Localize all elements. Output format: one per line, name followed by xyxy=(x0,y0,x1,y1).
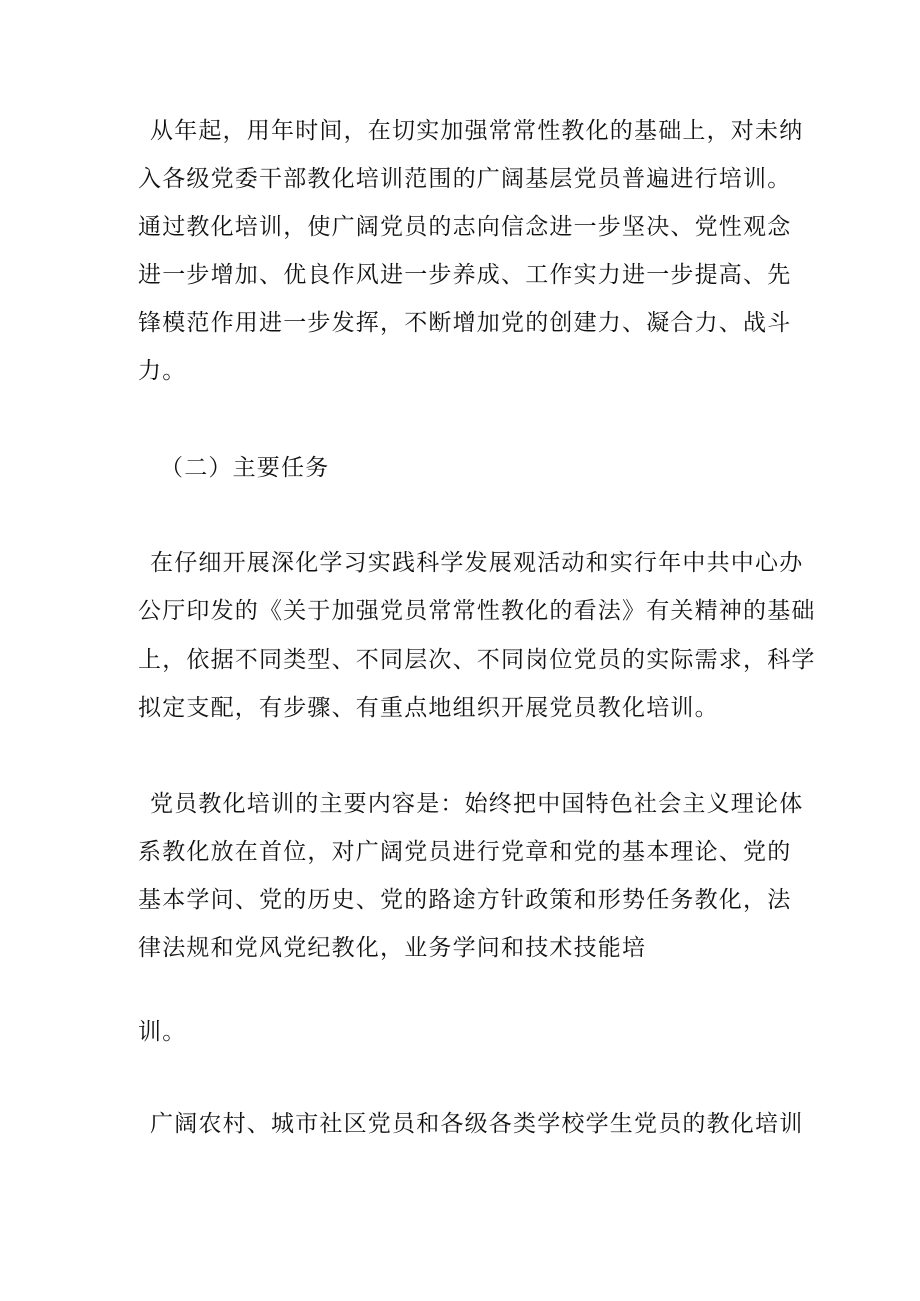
text-line: 基本学问、党的历史、党的路途方针政策和形势任务教化，法 xyxy=(138,887,792,913)
text-line: 拟定支配，有步骤、有重点地组织开展党员教化培训。 xyxy=(138,695,719,721)
text-line: 进一步增加、优良作风进一步养成、工作实力进一步提高、先 xyxy=(138,262,792,288)
text-line: 党员教化培训的主要内容是：始终把中国特色社会主义理论体 xyxy=(150,791,804,817)
text-line: 从年起，用年时间，在切实加强常常性教化的基础上，对未纳 xyxy=(150,118,804,144)
text-line: 广阔农村、城市社区党员和各级各类学校学生党员的教化培训 xyxy=(150,1111,804,1137)
text-line: 锋模范作用进一步发挥，不断增加党的创建力、凝合力、战斗 xyxy=(138,310,792,336)
text-line: 在仔细开展深化学习实践科学发展观活动和实行年中共中心办 xyxy=(150,550,804,576)
section-heading: （二）主要任务 xyxy=(160,455,330,481)
text-line: 训。 xyxy=(138,1019,187,1045)
text-line: 入各级党委干部教化培训范围的广阔基层党员普遍进行培训。 xyxy=(138,166,792,192)
text-line: 上，依据不同类型、不同层次、不同岗位党员的实际需求，科学 xyxy=(138,647,816,673)
text-line: 公厅印发的《关于加强党员常常性教化的看法》有关精神的基础 xyxy=(138,598,816,624)
text-line: 律法规和党风党纪教化，业务学问和技术技能培 xyxy=(138,935,647,961)
text-line: 系教化放在首位，对广阔党员进行党章和党的基本理论、党的 xyxy=(138,839,792,865)
text-line: 通过教化培训，使广阔党员的志向信念进一步坚决、党性观念 xyxy=(138,214,792,240)
text-line: 力。 xyxy=(138,358,187,384)
